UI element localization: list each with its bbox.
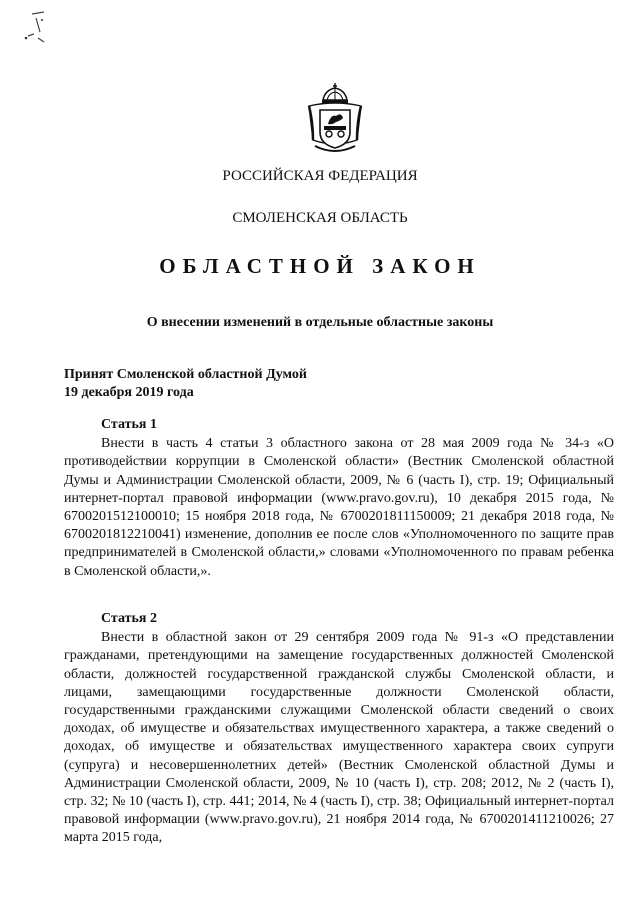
article-1 — [64, 416, 614, 581]
adoption-date: 19 декабря 2019 года — [64, 385, 194, 400]
scan-mark-icon — [14, 8, 58, 48]
article-2 — [64, 610, 614, 848]
article-1-title: Статья 1 — [101, 417, 157, 432]
smolensk-coat-of-arms-icon — [303, 82, 367, 158]
article-2-title: Статья 2 — [101, 611, 157, 626]
article-1-text: Внести в часть 4 статьи 3 областного закона от 28 мая 2009 года № 34-з «О противодействии коррупции в Смоленской области» (Вестник Смоленской областной Думы и Администрации Смоленской области, 2009, № 6 (часть I), стр. 19; Официальный интернет-портал правовой информации (www.pravo.gov.ru), 10 декабря 2015 года, № 6700201512100010; 15 ноября 2018 года, № 6700201811150009; 21 декабря 2018 года, № 6700201812210041) изменение, дополнив ее после слов «Уполномоченного по защите прав предпринимателей в Смоленской области,» словами «Уполномоченного по правам ребенка в Смоленской области,». — [64, 436, 614, 579]
adoption-block — [64, 366, 307, 402]
law-subject-title: О внесении изменений в отдельные областные законы — [146, 315, 494, 330]
adoption-body: Принят Смоленской областной Думой — [64, 367, 307, 382]
region-heading: СМОЛЕНСКАЯ ОБЛАСТЬ — [232, 210, 408, 226]
country-heading: РОССИЙСКАЯ ФЕДЕРАЦИЯ — [222, 168, 418, 184]
article-2-text: Внести в областной закон от 29 сентября 2009 года № 91-з «О представлении гражданами, претендующими на замещение государственных должностей Смоленской области, должностей государственной гражданской службы Смоленской области, и лицами, замещающими государственные должности Смоленской области, государственными гражданскими служащими Смоленской области сведений о своих доходах, об имуществе и обязательствах имущественного характера, а также сведений о доходах, об имуществе и обязательствах имущественного характера своих супруги (супруга) и несовершеннолетних детей» (Вестник Смоленской областной Думы и Администрации Смоленской области, 2009, № 10 (часть I), стр. 208; 2012, № 2 (часть I), стр. 32; № 10 (часть I), стр. 441; 2014, № 4 (часть I), стр. 38; Официальный интернет-портал правовой информации (www.pravo.gov.ru), 21 ноября 2014 года, № 6700201411210026; 27 марта 2015 года, — [64, 630, 614, 846]
document-type-title: ОБЛАСТНОЙ ЗАКОН — [159, 254, 481, 278]
